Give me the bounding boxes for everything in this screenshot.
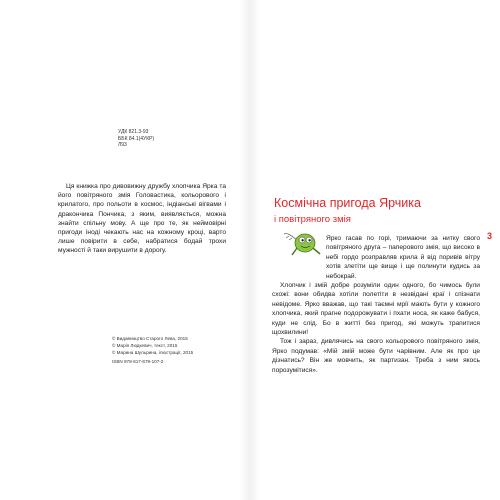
story-text <box>272 234 480 375</box>
illustration-copyright: © Марина Шульрина, ілюстрації, 2015 <box>112 349 194 355</box>
udc-code: УДК 821.3-93 <box>118 129 149 135</box>
title-line-2: і повітряного змія <box>274 214 351 225</box>
chapter-title <box>274 196 421 227</box>
book-annotation <box>58 182 226 256</box>
isbn: ISBN 978-617-679-107-2 <box>112 359 164 365</box>
author-mark: Л93 <box>118 142 127 148</box>
publisher-copyright: © Видавництво Старого Лева, 2015 <box>112 336 188 341</box>
left-page <box>0 0 248 500</box>
annotation-text: Ця книжка про дивовижну дружбу хлопчика Ярка та його повітряного змія Головастика, кольорового і крилатого, про польоти в космос, індіанські вігвами і дракончика Пончика, з яким, виявляється, можна знайти спільну мову. А ще про те, як неймовірні пригоди іноді чекають нас на кожному кроці, варто лише повірити в себе, набратися бодай трохи мужності й таки вирушити в дорогу. <box>58 183 226 255</box>
bbk-code: ББК 84.1(4УКР) <box>118 135 155 142</box>
catalog-info <box>118 129 154 149</box>
story-paragraph-1: Ярко гасав по горі, тримаючи за нитку свого повітряного друга – паперового змія, що високо в небі гордо розправляв крила й від поривів вітру хотів злетіти ще вище і ще полинути кудись за небокрай. <box>326 235 480 280</box>
title-line-1: Космічна пригода Ярчика <box>274 196 421 210</box>
text-copyright: © Марія Людкевич, текст, 2015 <box>112 342 178 348</box>
story-paragraph-3: Тож і зараз, дивлячись на свого кольорового повітряного змія, Ярко подумав: «Мій змій може бути чарівним. Але як про це дізнатись? Він же мовчить, як партизан. Треба з ним якось порозумітися». <box>272 338 480 374</box>
page-number: 3 <box>487 231 493 241</box>
copyright-block <box>112 336 193 366</box>
story-paragraph-2: Хлопчик і змій добре розуміли один одного, бо чимось були схожі: вони обидва хотіли полетіти в незвідані краї і спізнати невідоме. Ярко вважав, що такі таємні мрії мають бути у кожного хлопчика, який прагне подорожувати і пхати носа, як каже бабуся, куди не слід. Бо в житті без пригод, які можуть трапитися щохвилини! <box>272 282 480 337</box>
right-page <box>252 0 500 500</box>
